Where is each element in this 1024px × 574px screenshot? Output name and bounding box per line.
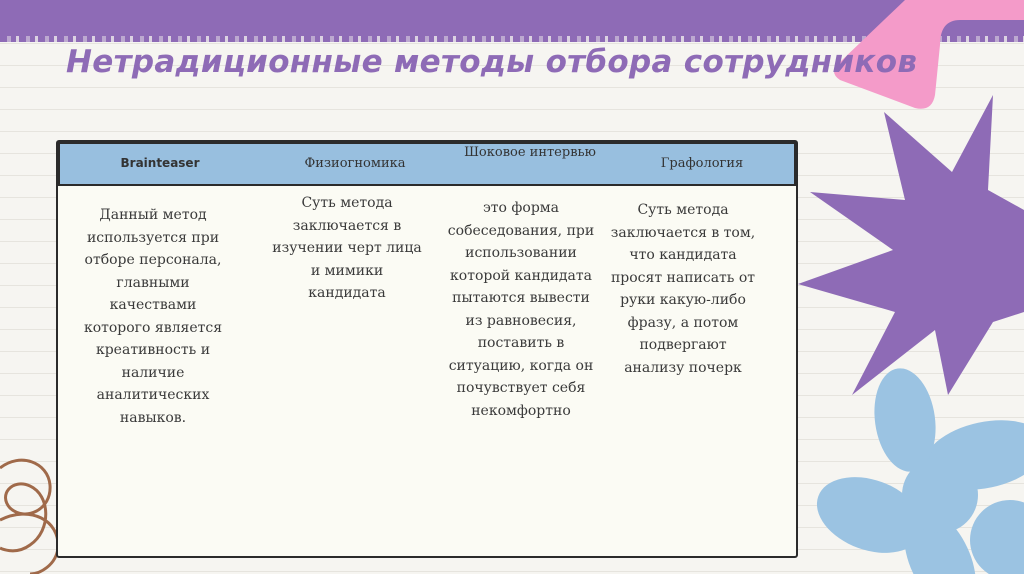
cell-brainteaser: Данный метод используется при отборе персонала, главными качествами которого является креативность и наличие аналитических навыков. xyxy=(83,207,223,426)
purple-star-shape xyxy=(798,95,1024,395)
header-brainteaser: Brainteaser xyxy=(120,156,200,170)
header-physiognomy: Физиогномика xyxy=(304,156,406,171)
brown-swirl-shape xyxy=(0,460,58,574)
header-graphology: Графология xyxy=(660,156,744,171)
cell-physiognomy: Суть метода заключается в изучении черт лица и мимики кандидата xyxy=(272,195,422,301)
blue-flower-shape xyxy=(806,364,1024,574)
methods-table xyxy=(56,140,798,558)
cell-graphology: Суть метода заключается в том, что кандидата просят написать от руки какую-либо фразу, а потом подвергают анализу почерк xyxy=(610,202,756,376)
cell-shock-interview: это форма собеседования, при использовании которой кандидата пытаются вывести из равновесия, поставить в ситуацию, когда он почувствует себя некомфортно xyxy=(447,200,595,419)
page-title: Нетрадиционные методы отбора сотрудников xyxy=(66,44,918,80)
table-header-row xyxy=(58,142,796,186)
header-shock-interview: Шоковое интервью xyxy=(464,145,596,160)
